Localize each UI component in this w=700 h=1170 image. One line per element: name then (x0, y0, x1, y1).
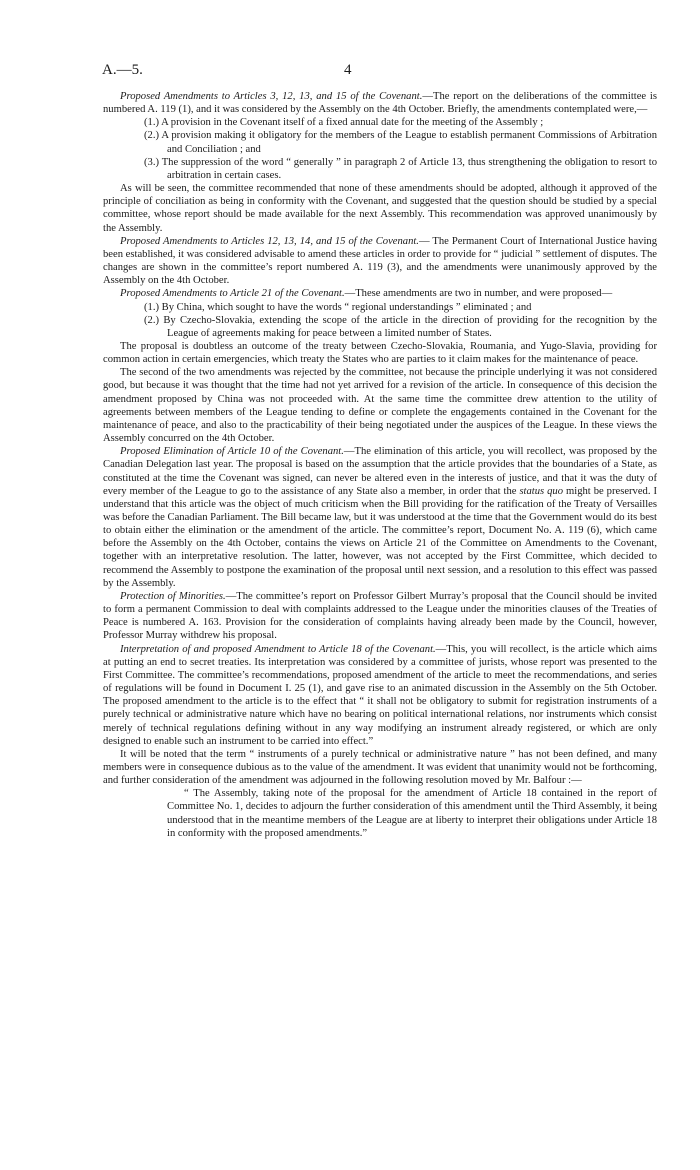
document-body (103, 90, 657, 840)
list-item: (1.) A provision in the Covenant itself of a fixed annual date for the meeting of the Assembly ; (144, 117, 544, 129)
document-reference: A.—5. (102, 62, 143, 78)
paragraph: As will be seen, the committee recommended that none of these amendments should be adopted, although it approved of the principle of conciliation as being in conformity with the Covenant, and suggested that the question should be studied by a special committee, whose report should be made available for the next Assembly. This recommendation was approved unanimously by the Assembly. (103, 183, 657, 234)
list-item: (1.) By China, which sought to have the words “ regional understandings ” eliminated ; and (144, 301, 532, 313)
paragraph: Proposed Amendments to Articles 12, 13, 14, and 15 of the Covenant.— The Permanent Court of International Justice having been established, it was considered advisable to amend these articles in order to provide for “ judicial ” settlement of disputes. The changes are shown in the committee’s report numbered A. 119 (3), and the amendments were unanimously approved by the Assembly on the 4th October. (103, 235, 657, 287)
paragraph: Proposed Amendments to Articles 3, 12, 13, and 15 of the Covenant.—The report on the deliberations of the committee is numbered A. 119 (1), and it was considered by the Assembly on the 4th October. Briefly, the amendments contemplated were,— (103, 91, 657, 116)
paragraph: The proposal is doubtless an outcome of the treaty between Czecho-Slovakia, Roumania, and Yugo-Slavia, providing for common action in certain emergencies, which treaty the States who are parties to it claim makes for the maintenance of peace. (103, 340, 657, 366)
page-number: 4 (344, 62, 352, 78)
amendment-list (103, 301, 657, 340)
section-heading: Proposed Amendments to Articles 3, 12, 13, and 15 of the Covenant. (120, 91, 423, 102)
list-item: (3.) The suppression of the word “ generally ” in paragraph 2 of Article 13, thus strengthening the obligation to resort to arbitration in certain cases. (144, 156, 657, 181)
section-heading: Proposed Amendments to Article 21 of the Covenant. (120, 288, 345, 300)
paragraph: The second of the two amendments was rejected by the committee, not because the principle underlying it was not considered good, but because it was thought that the time had not yet arrived for a revision of the article. In consequence of this decision the amendment proposed by China was not proceeded with. At the same time the committee drew attention to the utility of agreements between members of the League tending to define or complete the engagements contained in the Covenant for the maintenance of peace, and also to the practicability of their being negotiated under the auspices of the League. In these views the Assembly concurred on the 4th October. (103, 367, 657, 445)
page-header (102, 62, 672, 82)
section-heading: Proposed Amendments to Articles 12, 13, 14, and 15 of the Covenant. (120, 235, 419, 247)
paragraph: It will be noted that the term “ instruments of a purely technical or administrative nature ” has not been defined, and many members were in consequence dubious as to the value of the amendment. It was evident that unanimity would not be forthcoming, and further consideration of the amendment was adjourned in the following resolution moved by Mr. Balfour :— (103, 748, 657, 787)
list-item: (2.) A provision making it obligatory for the members of the League to establish permanent Commissions of Arbitration and Conciliation ; and (144, 130, 657, 155)
amendment-list (103, 116, 657, 182)
paragraph: Proposed Amendments to Article 21 of the Covenant.—These amendments are two in number, and were proposed— (120, 288, 613, 300)
block-quote: “ The Assembly, taking note of the proposal for the amendment of Article 18 contained in the report of Committee No. 1, decides to adjourn the further consideration of this amendment until the Third Assembly, it being understood that in the meantime members of the League are at liberty to interpret their obligations under Article 18 in conformity with the proposed amendments.” (167, 788, 657, 839)
list-item: (2.) By Czecho-Slovakia, extending the scope of the article in the direction of providing for the recognition by the League of agreements making for peace between a limited number of States. (144, 314, 657, 339)
section-heading: Protection of Minorities. (120, 590, 226, 602)
paragraph: Interpretation of and proposed Amendment to Article 18 of the Covenant.—This, you will recollect, is the article which aims at putting an end to secret treaties. Its interpretation was considered by a committee of jurists, whose report was presented to the First Committee. The committee’s recommendations, proposed amendment of the article to meet the recommendations, and series of regulations will be found in Document I. 25 (1), and gave rise to an animated discussion in the Assembly on the 5th October. The proposed amendment to the article is to the effect that “ it shall not be obligatory to submit for registration instruments of a purely technical or administrative nature which have no bearing on political international relations, nor instruments which consist merely of technical regulations defining without in any way modifying an instrument already registered, or which are only designed to enable such an instrument to be carried into effect.” (103, 643, 657, 747)
paragraph: Protection of Minorities.—The committee’s report on Professor Gilbert Murray’s proposal that the Council should be invited to form a permanent Commission to deal with complaints addressed to the League under the minorities clauses of the Treaties of Peace is numbered A. 163. Provision for the consideration of complaints having already been made by the Council, however, Professor Murray withdrew his proposal. (103, 590, 657, 642)
section-heading: Interpretation of and proposed Amendment to Article 18 of the Covenant. (120, 643, 436, 655)
section-heading: Proposed Elimination of Article 10 of the Covenant. (120, 446, 344, 458)
paragraph: Proposed Elimination of Article 10 of the Covenant.—The elimination of this article, you will recollect, was proposed by the Canadian Delegation last year. The proposal is based on the assumption that the article provides that the boundaries of a State, as constituted at the time the Covenant was signed, can never be altered even in the interests of justice, and that it was the duty of every member of the League to go to the assistance of any State also a member, in order that the status quo might be preserved. I understand that this article was the object of much criticism when the Bill providing for the ratification of the Treaty of Versailles was before the Canadian Parliament. The Bill became law, but it was understood at the time that the Government would do its best to obtain either the elimination or the amendment of the article. The committee’s report, Document No. A. 119 (6), which came before the Assembly on the 4th October, contains the views on Article 21 of the Committee on Amendments to the Covenant, together with an interpretative resolution. The latter, however, was not accepted by the First Committee, which decided to recommend the Assembly to postpone the examination of the proposal until next session, and a resolution to this effect was passed by the Assembly. (103, 446, 657, 589)
